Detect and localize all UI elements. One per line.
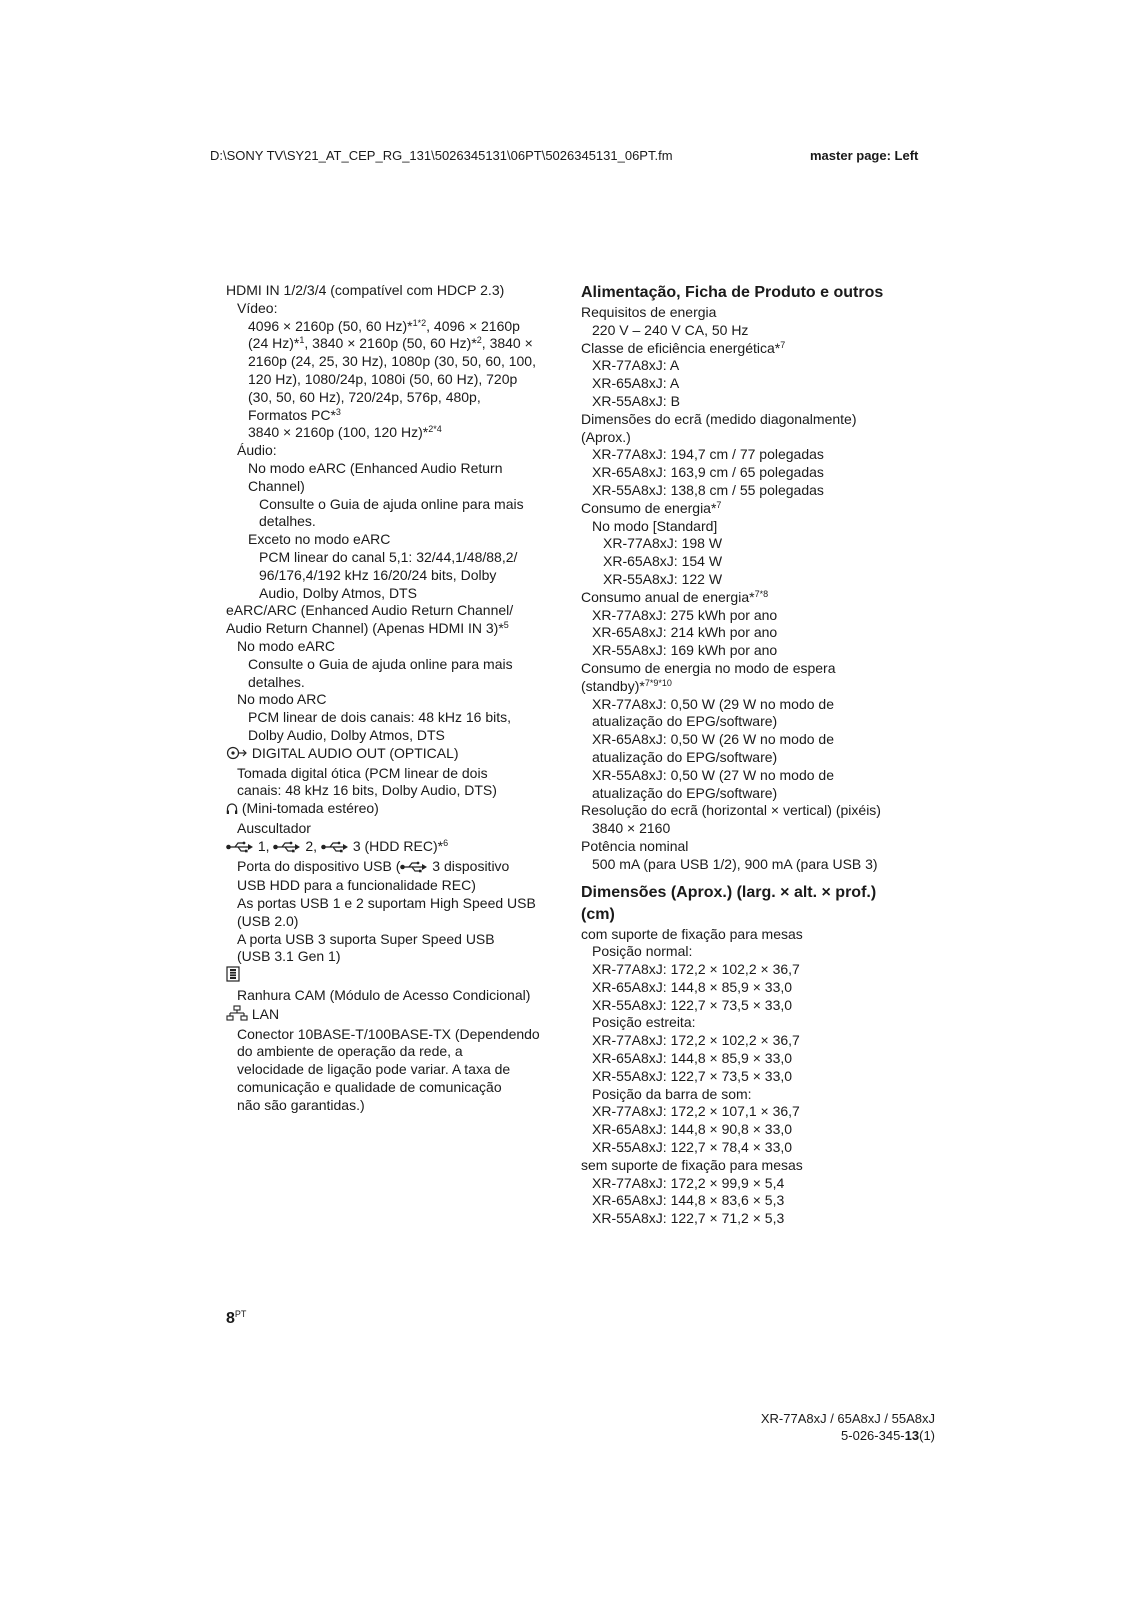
no-earc-label: No modo eARC <box>237 637 336 654</box>
standby-label: Consumo de energia no modo de espera <box>581 659 836 676</box>
standby-label: (standby)*$^{7*9*10}$ <box>581 677 672 694</box>
annual-consumption-value: XR-77A8xJ: 275 kWh por ano <box>592 606 778 623</box>
cam-slot-icon <box>226 966 240 987</box>
power-req-label: Requisitos de energia <box>581 304 717 320</box>
video-line: 2160p (24, 25, 30 Hz), 1080p (30, 50, 60, 100, <box>248 353 536 370</box>
pcm51-line: 96/176,4/192 kHz 16/20/24 bits, Dolby <box>259 566 497 583</box>
right-column <box>581 282 911 1228</box>
standby-value: XR-65A8xJ: 0,50 W (26 W no modo de <box>592 731 834 748</box>
power-consumption-label: Consumo de energia*$^7$ <box>581 499 722 516</box>
pcm2-line: PCM linear de dois canais: 48 kHz 16 bits, <box>248 709 512 726</box>
earc-mode-line: No modo eARC (Enhanced Audio Return <box>248 459 503 476</box>
mini-jack-title: (Mini-tomada estéreo) <box>226 800 548 820</box>
power-req-value: 220 V – 240 V CA, 50 Hz <box>592 321 749 338</box>
usb3-line: (USB 3.1 Gen 1) <box>237 948 341 965</box>
headphone-icon <box>226 802 238 820</box>
rated-power-label: Potência nominal <box>581 837 689 854</box>
with-stand-label: com suporte de fixação para mesas <box>581 925 803 942</box>
lan-line: velocidade de ligação pode variar. A taxa de <box>237 1061 511 1078</box>
energy-class-value: XR-65A8xJ: A <box>592 375 680 392</box>
consult-line: detalhes. <box>259 513 316 530</box>
screen-size-value: XR-65A8xJ: 163,9 cm / 65 polegadas <box>592 464 824 481</box>
resolution-label: Resolução do ecrã (horizontal × vertical) (pixéis) <box>581 802 881 819</box>
lan-line: comunicação e qualidade de comunicação <box>237 1079 502 1096</box>
footer-code: 5-026-345-13(1) <box>841 1428 935 1443</box>
headphone-label: Auscultador <box>237 819 311 836</box>
pcm51-line: Audio, Dolby Atmos, DTS <box>259 584 417 601</box>
normal-position-label: Posição normal: <box>592 943 693 960</box>
dimension-value: XR-55A8xJ: 122,7 × 71,2 × 5,3 <box>592 1210 785 1227</box>
consult-line: Consulte o Guia de ajuda online para mais <box>259 495 524 512</box>
usb3-line: A porta USB 3 suporta Super Speed USB <box>237 930 495 947</box>
cam-slot-label: Ranhura CAM (Módulo de Acesso Condicional) <box>237 987 531 1004</box>
dimension-value: XR-77A8xJ: 172,2 × 102,2 × 36,7 <box>592 1032 800 1049</box>
left-column <box>226 282 548 1115</box>
screen-size-label: (Aprox.) <box>581 428 631 445</box>
screen-size-value: XR-77A8xJ: 194,7 cm / 77 polegadas <box>592 446 824 463</box>
resolution-value: 3840 × 2160 <box>592 820 671 837</box>
video-line: 4096 × 2160p (50, 60 Hz)*$^{1*2}$, 4096 × 2160p <box>248 317 520 334</box>
video-line: 3840 × 2160p (100, 120 Hz)*$^{2*4}$ <box>248 424 442 441</box>
lan-line: Conector 10BASE-T/100BASE-TX (Dependendo <box>237 1025 540 1042</box>
usb-title: 1, 2, 3 (HDD REC)*$^6$ <box>226 838 548 858</box>
standby-value: atualização do EPG/software) <box>592 784 778 801</box>
standby-value: XR-77A8xJ: 0,50 W (29 W no modo de <box>592 695 834 712</box>
usb-port-line: Porta do dispositivo USB ( 3 dispositivo <box>226 858 548 878</box>
dimension-value: XR-55A8xJ: 122,7 × 73,5 × 33,0 <box>592 996 793 1013</box>
usb-icon <box>273 840 301 858</box>
dimension-value: XR-65A8xJ: 144,8 × 85,9 × 33,0 <box>592 1050 793 1067</box>
footer-models: XR-77A8xJ / 65A8xJ / 55A8xJ <box>760 1411 935 1426</box>
standby-value: XR-55A8xJ: 0,50 W (27 W no modo de <box>592 766 834 783</box>
power-consumption-value: XR-77A8xJ: 198 W <box>603 535 723 552</box>
optical-line: Tomada digital ótica (PCM linear de dois <box>237 764 488 781</box>
cam-slot-icon-row <box>226 966 548 987</box>
power-consumption-value: XR-55A8xJ: 122 W <box>603 570 723 587</box>
pcm51-line: PCM linear do canal 5,1: 32/44,1/48/88,2/ <box>259 548 518 565</box>
dimensions-section-title: Dimensões (Aprox.) (larg. × alt. × prof.) (cm) <box>581 883 877 923</box>
pcm2-line: Dolby Audio, Dolby Atmos, DTS <box>248 726 445 743</box>
power-section-title: Alimentação, Ficha de Produto e outros <box>581 284 884 301</box>
page-number: $8^{PT}$ <box>226 1309 247 1327</box>
dimension-value: XR-55A8xJ: 122,7 × 78,4 × 33,0 <box>592 1139 793 1156</box>
audio-label: Áudio: <box>237 442 277 459</box>
lan-icon <box>226 1005 248 1026</box>
video-line: (30, 50, 60 Hz), 720/24p, 576p, 480p, <box>248 388 481 405</box>
earc-arc-title: Audio Return Channel) (Apenas HDMI IN 3)*$^5$ <box>226 620 509 637</box>
video-line: 120 Hz), 1080/24p, 1080i (50, 60 Hz), 720p <box>248 370 518 387</box>
annual-consumption-value: XR-55A8xJ: 169 kWh por ano <box>592 642 778 659</box>
consult-line: detalhes. <box>248 673 305 690</box>
without-stand-label: sem suporte de fixação para mesas <box>581 1156 803 1173</box>
energy-class-value: XR-55A8xJ: B <box>592 392 680 409</box>
earc-arc-title: eARC/ARC (Enhanced Audio Return Channel/ <box>226 602 514 619</box>
video-line: Formatos PC*$^3$ <box>248 406 341 423</box>
except-earc: Exceto no modo eARC <box>248 531 391 548</box>
narrow-position-label: Posição estreita: <box>592 1014 696 1031</box>
video-label: Vídeo: <box>237 299 278 316</box>
dimension-value: XR-55A8xJ: 122,7 × 73,5 × 33,0 <box>592 1067 793 1084</box>
standby-value: atualização do EPG/software) <box>592 748 778 765</box>
usb-icon <box>321 840 349 858</box>
standard-mode-label: No modo [Standard] <box>592 517 718 534</box>
footer <box>761 1410 935 1444</box>
digital-audio-out-title: DIGITAL AUDIO OUT (OPTICAL) <box>226 745 548 765</box>
no-arc-label: No modo ARC <box>237 691 327 708</box>
optical-out-icon <box>226 746 248 765</box>
standby-value: atualização do EPG/software) <box>592 713 778 730</box>
usb-port-line: USB HDD para a funcionalidade REC) <box>237 877 476 894</box>
usb12-line: (USB 2.0) <box>237 912 299 929</box>
power-consumption-value: XR-65A8xJ: 154 W <box>603 553 723 570</box>
dimension-value: XR-65A8xJ: 144,8 × 85,9 × 33,0 <box>592 978 793 995</box>
dimension-value: XR-65A8xJ: 144,8 × 90,8 × 33,0 <box>592 1121 793 1138</box>
lan-line: do ambiente de operação da rede, a <box>237 1043 463 1060</box>
dimension-value: XR-77A8xJ: 172,2 × 99,9 × 5,4 <box>592 1174 785 1191</box>
usb12-line: As portas USB 1 e 2 suportam High Speed USB <box>237 895 536 912</box>
soundbar-position-label: Posição da barra de som: <box>592 1085 752 1102</box>
lan-line: não são garantidas.) <box>237 1096 365 1113</box>
usb-icon <box>400 860 428 878</box>
lan-title: LAN <box>226 1005 548 1026</box>
optical-line: canais: 48 kHz 16 bits, Dolby Audio, DTS) <box>237 782 497 799</box>
dimension-value: XR-77A8xJ: 172,2 × 107,1 × 36,7 <box>592 1103 800 1120</box>
energy-class-label: Classe de eficiência energética*$^7$ <box>581 339 786 356</box>
annual-consumption-label: Consumo anual de energia*$^{7*8}$ <box>581 588 769 605</box>
screen-size-label: Dimensões do ecrã (medido diagonalmente) <box>581 410 857 427</box>
dimension-value: XR-65A8xJ: 144,8 × 83,6 × 5,3 <box>592 1192 785 1209</box>
hdmi-title: HDMI IN 1/2/3/4 (compatível com HDCP 2.3) <box>226 282 505 298</box>
header-file-path: D:\SONY TV\SY21_AT_CEP_RG_131\5026345131\06PT\5026345131_06PT.fm <box>210 148 673 163</box>
energy-class-value: XR-77A8xJ: A <box>592 357 680 374</box>
screen-size-value: XR-55A8xJ: 138,8 cm / 55 polegadas <box>592 481 824 498</box>
earc-mode-line: Channel) <box>248 477 305 494</box>
usb-icon <box>226 840 254 858</box>
rated-power-value: 500 mA (para USB 1/2), 900 mA (para USB 3) <box>592 855 878 872</box>
video-line: (24 Hz)*$^1$, 3840 × 2160p (50, 60 Hz)*$^2$, 3840 × <box>248 335 533 352</box>
header-master-page: master page: Left <box>810 148 919 163</box>
dimension-value: XR-77A8xJ: 172,2 × 102,2 × 36,7 <box>592 961 800 978</box>
annual-consumption-value: XR-65A8xJ: 214 kWh por ano <box>592 624 778 641</box>
consult-line: Consulte o Guia de ajuda online para mais <box>248 655 513 672</box>
